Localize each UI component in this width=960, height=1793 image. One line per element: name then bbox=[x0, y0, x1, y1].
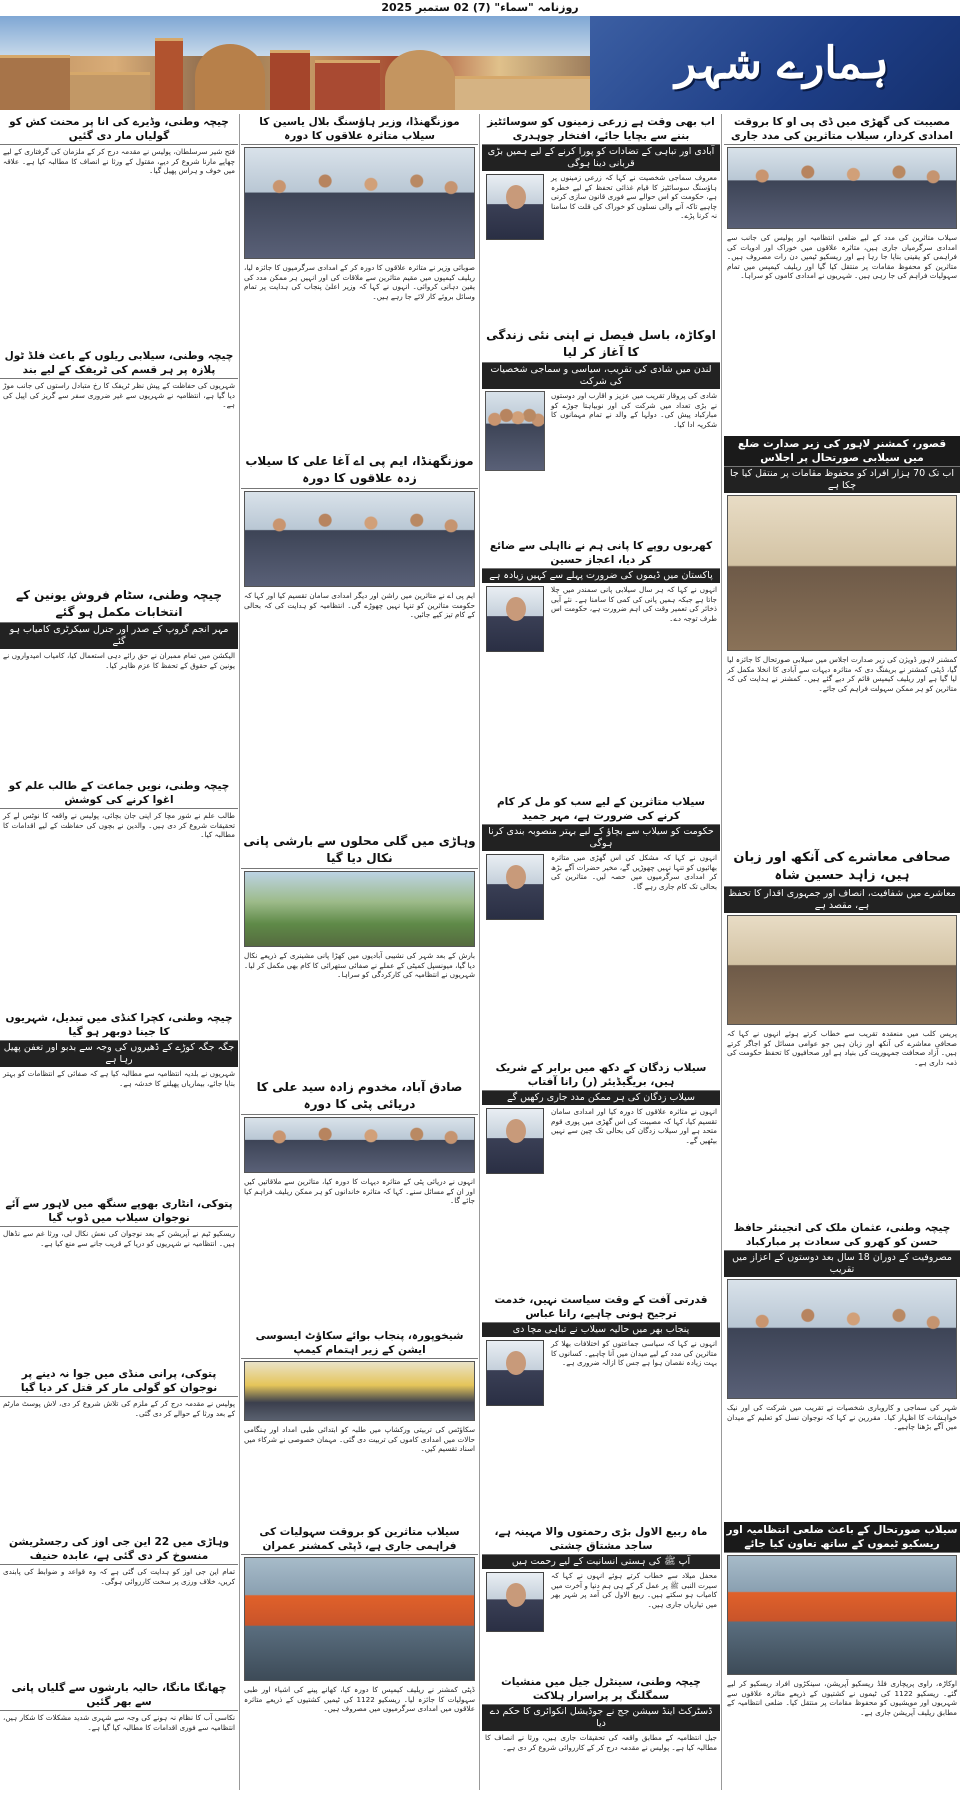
news-photo bbox=[727, 147, 957, 229]
article-body: صوبائی وزیر نے متاثرہ علاقوں کا دورہ کر کے امدادی سرگرمیوں کا جائزہ لیا، ریلیف کیمپوں میں مقیم متاثرین سے ملاقات کی اور انہیں ہر ممکن مدد کی یقین دہانی کروائی۔ انہوں نے کہا کہ وزیر اعلیٰ پنجاب کی ہدایت پر تمام وسائل بروئے کار لائے جا رہے ہیں۔ bbox=[244, 263, 475, 301]
banner-tomb-image bbox=[195, 44, 265, 110]
article-body: ریسکیو ٹیم نے آپریشن کے بعد نوجوان کی نعش نکال لی، ورثا غم سے نڈھال ہیں۔ انتظامیہ نے شہریوں کو دریا کے قریب جانے سے منع کیا ہے۔ bbox=[3, 1229, 235, 1248]
section-title: ہمارے شہر bbox=[675, 38, 889, 89]
story bbox=[482, 1674, 720, 1790]
article-body: محفل میلاد سے خطاب کرتے ہوئے انہوں نے کہا کہ سیرت النبی ﷺ پر عمل کر کے ہی ہم دنیا و آخرت میں کامیاب ہو سکتے ہیں۔ ربیع الاول کی آمد پر شہر بھر میں تیاریاں جاری ہیں۔ bbox=[551, 1571, 717, 1609]
subheadline: لندن میں شادی کی تقریب، سیاسی و سماجی شخصیات کی شرکت bbox=[482, 363, 720, 389]
article-body: تمام این جی اوز کو ہدایت کی گئی ہے کہ وہ قواعد و ضوابط کی پابندی کریں، خلاف ورزی پر سخت کارروائی ہوگی۔ bbox=[3, 1567, 235, 1586]
story bbox=[241, 1524, 478, 1790]
article-body: شہریوں کی حفاظت کے پیش نظر ٹریفک کا رخ متبادل راستوں کی جانب موڑ دیا گیا ہے، انتظامیہ نے شہریوں سے غیر ضروری سفر سے گریز کی اپیل کی ہے۔ bbox=[3, 381, 235, 409]
banner-tower-image bbox=[155, 38, 183, 110]
headline: چیچہ وطنی، کچرا کنڈی میں تبدیل، شہریوں کا جینا دوبھر ہو گیا bbox=[0, 1010, 238, 1041]
article-body: شہریوں نے بلدیہ انتظامیہ سے مطالبہ کیا ہے کہ صفائی کے انتظامات کو بہتر بنایا جائے، بیماریاں پھیلنے کا خدشہ ہے۔ bbox=[3, 1069, 235, 1088]
column-divider bbox=[721, 114, 722, 1790]
portrait-photo bbox=[486, 854, 544, 920]
story bbox=[0, 1366, 238, 1532]
subheadline: آپ ﷺ کی ہستی انسانیت کے لیے رحمت ہیں bbox=[482, 1555, 720, 1569]
story bbox=[241, 452, 478, 830]
headline: چیچہ وطنی، وڈیرے کی انا پر محنت کش کو گولیاں مار دی گئیں bbox=[0, 114, 238, 145]
headline: مصیبت کی گھڑی میں ڈی پی او کا بروقت امدادی کردار، سیلاب متاثرین کی مدد جاری bbox=[724, 114, 960, 145]
story bbox=[724, 114, 960, 434]
portrait-photo bbox=[486, 1108, 544, 1174]
subheadline: ڈسٹرکٹ اینڈ سیشن جج نے جوڈیشل انکوائری کا حکم دے دیا bbox=[482, 1705, 720, 1731]
article-body: انہوں نے دریائی پٹی کے متاثرہ دیہات کا دورہ کیا، متاثرین سے ملاقاتیں کیں اور ان کے مسائل سنے۔ کہا کہ متاثرہ خاندانوں کو ہر ممکن ریلیف فراہم کیا جائے گا۔ bbox=[244, 1177, 475, 1205]
story bbox=[482, 326, 720, 536]
article-body: اوکاڑہ، راوی پریچاری فلڈ ریسکیو آپریشن، سینکڑوں افراد ریسکیو کر لیے گئے۔ ریسکیو 1122 کی ٹیموں نے کشتیوں کے ذریعے متاثرہ علاقوں سے شہریوں اور مویشیوں کو محفوظ مقامات پر منتقل کیا۔ ضلعی انتظامیہ کے مطابق ریلیف آپریشن جاری ہے۔ bbox=[727, 1679, 957, 1717]
story bbox=[0, 1010, 238, 1194]
column-divider bbox=[479, 114, 480, 1790]
story bbox=[482, 1060, 720, 1290]
news-photo bbox=[727, 1555, 957, 1675]
banner-monument-image bbox=[70, 72, 150, 110]
column-3 bbox=[241, 114, 478, 1790]
article-body: معروف سماجی شخصیت نے کہا کہ زرعی زمینوں پر ہاؤسنگ سوسائٹیز کا قیام غذائی تحفظ کے لیے خطرہ ہے، حکومت کو اس حوالے سے فوری قانون سازی کرنی چاہیے تاکہ آنے والی نسلوں کو خوراک کی قلت کا سامنا نہ کرنا پڑے۔ bbox=[551, 173, 717, 220]
headline: موزنگھنڈا، وزیر ہاؤسنگ بلال یاسین کا سیلاب متاثرہ علاقوں کا دورہ bbox=[241, 114, 478, 145]
portrait-photo bbox=[486, 174, 544, 240]
news-photo bbox=[727, 915, 957, 1025]
article-body: بارش کے بعد شہر کی نشیبی آبادیوں میں کھڑا پانی مشینری کے ذریعے نکال دیا گیا، میونسپل کمیٹی کے عملے نے صفائی ستھرائی کا کام بھی مکمل کر لیا۔ شہریوں نے انتظامیہ کی کارکردگی کو سراہا۔ bbox=[244, 951, 475, 979]
story bbox=[482, 538, 720, 792]
article-body: سیلاب متاثرین کی مدد کے لیے ضلعی انتظامیہ اور پولیس کی جانب سے امدادی سرگرمیاں جاری ہیں، متاثرہ علاقوں میں خوراک اور ادویات کی فراہمی کو یقینی بنایا جا رہا ہے اور ریسکیو ٹیمیں دن رات مصروف ہیں۔ متاثرین کو محفوظ مقامات پر منتقل کیا گیا اور ریلیف کیمپس میں تمام سہولیات فراہم کی جا رہی ہیں۔ شہریوں نے امدادی کاموں کو سراہا۔ bbox=[727, 233, 957, 280]
article-body: انہوں نے کہا کہ سیاسی جماعتوں کو اختلافات بھلا کر متاثرین کی مدد کے لیے میدان میں آنا چاہیے۔ کسانوں کا بہت زیادہ نقصان ہوا ہے جس کا ازالہ ضروری ہے۔ bbox=[551, 1339, 717, 1367]
subheadline: پنجاب بھر میں حالیہ سیلاب نے تباہی مچا دی bbox=[482, 1323, 720, 1337]
story bbox=[482, 1524, 720, 1672]
banner-clocktower-image bbox=[270, 50, 310, 110]
article-body: الیکشن میں تمام ممبران نے حق رائے دہی استعمال کیا، کامیاب امیدواروں نے یونین کے حقوق کے تحفظ کا عزم ظاہر کیا۔ bbox=[3, 651, 235, 670]
banner-fort-image bbox=[0, 55, 70, 110]
story bbox=[0, 778, 238, 1008]
headline: وہاڑی میں گلی محلوں سے بارشی پانی نکال دیا گیا bbox=[241, 832, 478, 869]
article-body: ایم پی اے نے متاثرین میں راشن اور دیگر امدادی سامان تقسیم کیا اور کہا کہ حکومت متاثرین کو تنہا نہیں چھوڑے گی۔ انتظامیہ کو ہدایت کی کہ بحالی کے کام تیز کیے جائیں۔ bbox=[244, 591, 475, 619]
headline: صادق آباد، مخدوم زادہ سید علی کا دریائی پٹی کا دورہ bbox=[241, 1078, 478, 1115]
story bbox=[724, 848, 960, 1218]
subheadline: پاکستان میں ڈیموں کی ضرورت پہلے سے کہیں زیادہ ہے bbox=[482, 569, 720, 583]
article-body: کمشنر لاہور ڈویژن کی زیر صدارت اجلاس میں سیلابی صورتحال کا جائزہ لیا گیا، ڈپٹی کمشنر نے بریفنگ دی کہ متاثرہ دیہات سے آبادی کا انخلا مکمل کر لیا گیا ہے اور ریلیف کیمپس قائم کر دیے گئے ہیں۔ کمشنر نے ہدایت کی کہ متاثرین کو ہر ممکن سہولت فراہم کی جائے۔ bbox=[727, 655, 957, 693]
column-1 bbox=[724, 114, 960, 1790]
article-body: شادی کی پروقار تقریب میں عزیز و اقارب اور دوستوں نے بڑی تعداد میں شرکت کی اور نوبیاہتا جوڑے کو مبارکباد پیش کی۔ دولہا کے والد نے تمام مہمانوں کا شکریہ ادا کیا۔ bbox=[551, 391, 717, 429]
story bbox=[0, 1196, 238, 1364]
headline: موزنگھنڈا، ایم پی اے آغا علی کا سیلاب زدہ علاقوں کا دورہ bbox=[241, 452, 478, 489]
banner-building-image bbox=[315, 60, 380, 110]
headline: سیلاب صورتحال کے باعث ضلعی انتظامیہ اور ریسکیو ٹیموں کے ساتھ تعاون کیا جائے bbox=[724, 1522, 960, 1553]
headline: شیخوپورہ، پنجاب بوائے سکاؤٹ ایسوسی ایشن کے زیر اہتمام کیمپ bbox=[241, 1328, 478, 1359]
news-photo bbox=[244, 871, 475, 947]
column-divider bbox=[239, 114, 240, 1790]
article-body: پریس کلب میں منعقدہ تقریب سے خطاب کرتے ہوئے انہوں نے کہا کہ صحافی معاشرے کی آنکھ اور زبان ہیں جو عوامی مسائل کو اجاگر کرتے ہیں۔ آزاد صحافت جمہوریت کی بنیاد ہے اور صحافیوں کا تحفظ حکومت کی ذمہ داری ہے۔ bbox=[727, 1029, 957, 1067]
headline: چھانگا مانگا، حالیہ بارشوں سے گلیاں پانی سے بھر گئیں bbox=[0, 1680, 238, 1711]
column-4 bbox=[0, 114, 238, 1790]
headline: چیچہ وطنی، سٹام فروش یونین کے انتخابات مکمل ہو گئے bbox=[0, 586, 238, 623]
subheadline: سیلاب زدگان کی ہر ممکن مدد جاری رکھیں گے bbox=[482, 1091, 720, 1105]
news-photo bbox=[485, 391, 545, 471]
column-2 bbox=[482, 114, 720, 1790]
article-body: نکاسی آب کا نظام نہ ہونے کی وجہ سے شہری شدید مشکلات کا شکار ہیں، انتظامیہ سے فوری اقدامات کا مطالبہ کیا گیا ہے۔ bbox=[3, 1713, 235, 1732]
masthead: روزنامہ "سماء" (7) 02 ستمبر 2025 bbox=[381, 1, 579, 14]
story bbox=[241, 1078, 478, 1326]
banner-palace-image bbox=[385, 50, 455, 110]
story bbox=[0, 1680, 238, 1790]
subheadline: حکومت کو سیلاب سے بچاؤ کے لیے بہتر منصوبہ بندی کرنا ہوگی bbox=[482, 825, 720, 851]
headline: پتوکی، انٹاری بھوپے سنگھ میں لاہور سے آئے نوجوان سیلاب میں ڈوب گیا bbox=[0, 1196, 238, 1227]
news-photo bbox=[244, 1557, 475, 1681]
headline: چیچہ وطنی، نویں جماعت کے طالب علم کو اغوا کرنے کی کوشش bbox=[0, 778, 238, 809]
headline: سیلاب متاثرین کو بروقت سہولیات کی فراہمی جاری ہے، ڈپٹی کمشنر عمران bbox=[241, 1524, 478, 1555]
section-banner bbox=[0, 16, 960, 110]
subheadline: جگہ جگہ کوڑے کے ڈھیروں کی وجہ سے بدبو اور تعفن پھیل رہا ہے bbox=[0, 1041, 238, 1067]
headline: پتوکی، پرانی منڈی میں جوا نہ دینے پر نوجوان کو گولی مار کر قتل کر دیا گیا bbox=[0, 1366, 238, 1397]
news-photo bbox=[244, 1361, 475, 1421]
headline: چیچہ وطنی، سینٹرل جیل میں منشیات سمگلنگ پر پراسرار ہلاکت bbox=[482, 1674, 720, 1705]
portrait-photo bbox=[486, 1572, 544, 1632]
news-photo bbox=[727, 1279, 957, 1399]
story bbox=[0, 114, 238, 346]
article-body: انہوں نے کہا کہ مشکل کی اس گھڑی میں متاثرہ بھائیوں کو تنہا نہیں چھوڑیں گے، مخیر حضرات آگے بڑھ کر امدادی سرگرمیوں میں حصہ لیں۔ متاثرین کی بحالی تک کام جاری رہے گا۔ bbox=[551, 853, 717, 891]
headline: کھربوں روپے کا پانی ہم نے نااہلی سے ضائع کر دیا، اعجاز حسین bbox=[482, 538, 720, 569]
subheadline: معاشرے میں شفافیت، انصاف اور جمہوری اقدار کا تحفظ ہے، مقصد ہے bbox=[724, 887, 960, 913]
story bbox=[0, 348, 238, 584]
portrait-photo bbox=[486, 1340, 544, 1406]
portrait-photo bbox=[486, 586, 544, 652]
story bbox=[241, 114, 478, 450]
article-body: ڈپٹی کمشنر نے ریلیف کیمپس کا دورہ کیا، کھانے پینے کی اشیاء اور طبی سہولیات کا جائزہ لیا۔ ریسکیو 1122 کی ٹیمیں کشتیوں کے ذریعے متاثرہ علاقوں میں امدادی سرگرمیوں میں مصروف ہیں۔ bbox=[244, 1685, 475, 1713]
subheadline: مصروفیت کے دوران 18 سال بعد دوستوں کے اعزاز میں تقریب bbox=[724, 1251, 960, 1277]
story bbox=[0, 1534, 238, 1678]
story bbox=[241, 1328, 478, 1522]
headline: سیلاب متاثرین کے لیے سب کو مل کر کام کرنے کی ضرورت ہے، مہر جمید bbox=[482, 794, 720, 825]
subheadline: مہر انجم گروپ کے صدر اور جنرل سیکرٹری کامیاب ہو گئے bbox=[0, 623, 238, 649]
article-body: سکاؤٹس کی تربیتی ورکشاپ میں طلبہ کو ابتدائی طبی امداد اور ہنگامی حالات میں امدادی کاموں کی تربیت دی گئی۔ مہمان خصوصی نے شرکاء میں اسناد تقسیم کیں۔ bbox=[244, 1425, 475, 1453]
story bbox=[482, 794, 720, 1058]
headline: سیلاب زدگان کے دکھ میں برابر کے شریک ہیں، بریگیڈیئر (ر) رانا آفتاب bbox=[482, 1060, 720, 1091]
headline: وہاڑی میں 22 این جی اوز کی رجسٹریشن منسوخ کر دی گئی ہے، عابدہ حنیف bbox=[0, 1534, 238, 1565]
story bbox=[241, 832, 478, 1076]
article-body: شہر کی سماجی و کاروباری شخصیات نے تقریب میں شرکت کی اور نیک خواہشات کا اظہار کیا۔ مقررین نے کہا کہ نوجوان نسل کو تعلیم کے میدان میں آگے بڑھنا چاہیے۔ bbox=[727, 1403, 957, 1431]
story bbox=[724, 436, 960, 846]
story bbox=[724, 1522, 960, 1790]
headline: قدرتی آفت کے وقت سیاست نہیں، خدمت ترجیح ہونی چاہیے، رانا عباس bbox=[482, 1292, 720, 1323]
article-body: فتح شیر سرسلطان، پولیس نے مقدمہ درج کر کے ملزمان کی گرفتاری کے لیے چھاپے مارنا شروع کر دیے، مقتول کے ورثا نے انصاف کا مطالبہ کیا ہے۔ علاقہ میں خوف و ہراس پھیل گیا۔ bbox=[3, 147, 235, 175]
article-body: جیل انتظامیہ کے مطابق واقعہ کی تحقیقات جاری ہیں، ورثا نے انصاف کا مطالبہ کیا ہے۔ پولیس نے مقدمہ درج کر کے کارروائی شروع کر دی ہے۔ bbox=[485, 1733, 717, 1752]
banner-ruins-image bbox=[455, 76, 595, 110]
headline: قصور، کمشنر لاہور کی زیر صدارت ضلع میں سیلابی صورتحال پر اجلاس bbox=[724, 436, 960, 467]
headline: اوکاڑہ، باسل فیصل نے اپنی نئی زندگی کا آغاز کر لیا bbox=[482, 326, 720, 363]
headline: ماہ ربیع الاول بڑی رحمتوں والا مہینہ ہے، ساجد مشتاق چشتی bbox=[482, 1524, 720, 1555]
news-photo bbox=[244, 1117, 475, 1173]
subheadline: اب تک 70 ہزار افراد کو محفوظ مقامات پر منتقل کیا جا چکا ہے bbox=[724, 467, 960, 493]
article-body: انہوں نے متاثرہ علاقوں کا دورہ کیا اور امدادی سامان تقسیم کیا، کہا کہ مصیبت کی اس گھڑی میں پوری قوم متحد ہے اور سیلاب زدگان کی بحالی تک چین سے نہیں بیٹھیں گے۔ bbox=[551, 1107, 717, 1145]
headline: اب بھی وقت ہے زرعی زمینوں کو سوسائٹیز بننے سے بچایا جائے، افتخار چوہدری bbox=[482, 114, 720, 145]
story bbox=[724, 1220, 960, 1520]
article-body: انہوں نے کہا کہ ہر سال سیلابی پانی سمندر میں چلا جاتا ہے جبکہ ہمیں پانی کی کمی کا سامنا ہے۔ نئے آبی ذخائر کی تعمیر وقت کی اہم ضرورت ہے، حکومت اس طرف توجہ دے۔ bbox=[551, 585, 717, 623]
story bbox=[482, 1292, 720, 1522]
headline: چیچہ وطنی، عثمان ملک کی انجینئر حافظ حسن کو کھرو کی سعادت پر مبارکباد bbox=[724, 1220, 960, 1251]
story bbox=[482, 114, 720, 324]
subheadline: آبادی اور تباہی کے تضادات کو پورا کرنے کے لیے ہمیں بڑی قربانی دینا ہوگی bbox=[482, 145, 720, 171]
article-body: پولیس نے مقدمہ درج کر کے ملزم کی تلاش شروع کر دی، لاش پوسٹ مارٹم کے بعد ورثا کے حوالے کر دی گئی۔ bbox=[3, 1399, 235, 1418]
headline: چیچہ وطنی، سیلابی ریلوں کے باعث فلڈ ٹول پلازہ پر ہر قسم کی ٹریفک کے لیے بند bbox=[0, 348, 238, 379]
headline: صحافی معاشرے کی آنکھ اور زبان ہیں، زاہد حسین شاہ bbox=[724, 848, 960, 887]
news-photo bbox=[244, 491, 475, 587]
article-body: طالب علم نے شور مچا کر اپنی جان بچائی، پولیس نے واقعہ کا نوٹس لے کر تحقیقات شروع کر دی ہیں۔ والدین نے بچوں کی حفاظت کے لیے اقدامات کا مطالبہ کیا۔ bbox=[3, 811, 235, 839]
story bbox=[0, 586, 238, 776]
news-photo bbox=[727, 495, 957, 651]
news-photo bbox=[244, 147, 475, 259]
